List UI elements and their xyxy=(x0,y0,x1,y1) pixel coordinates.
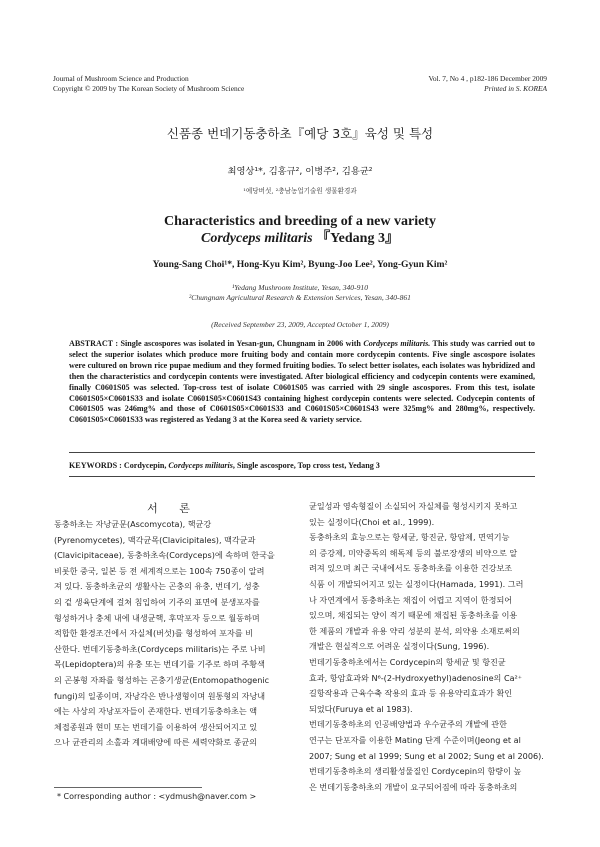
text-line: 은 번데기동충하초의 개발이 요구되어짐에 따라 동충하초의 xyxy=(309,781,518,792)
text-line: 동충하초의 효능으로는 항세균, 항진균, 항암제, 면역기능 xyxy=(309,532,510,543)
english-affiliations xyxy=(0,283,600,303)
text-line: (Pyrenomycetes), 맥각균목(Clavicipitales), 맥각균과 xyxy=(54,534,256,545)
copyright: Copyright © 2009 by The Korean Society of Mushroom Science xyxy=(53,84,245,93)
english-authors: Young-Sang Choi¹*, Hong-Kyu Kim², Byung-Joo Lee², Yong-Gyun Kim² xyxy=(152,259,448,270)
text-line: 목(Lepidoptera)의 유충 또는 번데기를 기주로 하며 주황색 xyxy=(54,659,265,670)
abstract xyxy=(69,339,535,426)
left-column xyxy=(54,517,292,751)
text-line: 의 증강제, 미약중독의 해독제 등의 불로장생의 비약으로 알 xyxy=(309,547,518,558)
keywords-bottom-rule xyxy=(69,476,535,477)
text-line: 나 자연계에서 동충하초는 채집이 어렵고 지역이 한정되어 xyxy=(309,594,513,605)
text-line: 길항작용과 근육수축 작용의 효과 등 유용약리효과가 확인 xyxy=(309,688,513,699)
keywords xyxy=(69,461,380,470)
text-line: (Clavicipitaceae), 동충하초속(Cordyceps)에 속하며 한국을 xyxy=(54,550,275,561)
text-line: 져 있다. 동충하초균의 생활사는 곤충의 유충, 번데기, 성충 xyxy=(54,581,260,592)
abstract-body: This study was carried out to select the superior isolates which produce more fruiting body and contain more cordycepin contents. Five single ascospore isolates were cultured on brown rice pupae medium and they formed fruiting bodies. To select better isolates, each isolates was hybridized and then the characteristics and cordycepin contents were investigated. After biological efficiency and codycepin contents were examined, finally C0601S05 was selected. Top-cross test of isolate C0601S05 was carried with 29 single ascospores. From this test, isolate C0601S05×C0601S33 and isolate C0601S05×C0601S43 containing highest cordycepin contents were selected. Codycepin contents of C0601S05 was 246mg% and those of C0601S05×C0601S33 and C0601S05×C0601S43 were 325mg% and 280mg%, respectively. C0601S05×C0601S33 was registered as Yedang 3 at the Korea seed & variety service. xyxy=(69,339,535,425)
korean-authors: 최영상¹*, 김홍규², 이병주², 김용균² xyxy=(227,166,373,177)
text-line: 2007; Sung et al 1999; Sung et al 2002; Sung et al 2006). xyxy=(309,750,544,761)
affiliation-2: ²Chungnam Agricultural Research & Extension Services, Yesan, 340-861 xyxy=(189,293,411,302)
affiliation-1: ¹Yedang Mushroom Institute, Yesan, 340-910 xyxy=(231,283,369,292)
text-line: 형성하거나 충체 내에 내생균핵, 후막포자 등으로 월동하며 xyxy=(54,612,260,623)
text-line: 균일성과 영속형질이 소실되어 자실체를 형성시키지 못하고 xyxy=(309,501,518,511)
text-line: 동충하초는 자낭균문(Ascomycota), 핵균강 xyxy=(54,519,212,529)
text-line: 체접종원과 현미 또는 번데기를 이용하여 생산되어지고 있 xyxy=(54,721,258,732)
text-line: 있는 실정이다(Choi et al., 1999). xyxy=(309,516,435,527)
abstract-lead: ABSTRACT : Single ascospores was isolated in Yesan-gun, Chungnam in 2006 with xyxy=(69,339,364,348)
text-line: 식품 이 개발되어지고 있는 실정이다(Hamada, 1991). 그러 xyxy=(309,578,524,589)
english-title xyxy=(0,213,600,247)
text-line: 되었다(Furuya et al 1983). xyxy=(309,703,413,714)
journal-header xyxy=(53,74,244,94)
keywords-lead: KEYWORDS : Cordycepin, xyxy=(69,461,169,470)
text-line: 한 제품의 개발과 유용 약리 성분의 분석, 의약용 소재로써의 xyxy=(309,625,520,636)
section-title-introduction: 서 론 xyxy=(147,502,199,515)
korean-affiliations: ¹예당버섯, ²충남농업기술원 생물환경과 xyxy=(243,187,357,195)
text-line: 번데기동충하초의 인공배양법과 우수균주의 개발에 관한 xyxy=(309,719,507,730)
variety-name: 『Yedang 3』 xyxy=(316,231,399,246)
text-line: 있으며, 채집되는 양이 적기 때문에 채집된 동충하초를 이용 xyxy=(309,610,518,621)
footnote-rule xyxy=(54,787,202,788)
text-line: 비롯한 중국, 일본 등 전 세계적으로는 100속 750종이 알려 xyxy=(54,565,265,576)
keywords-top-rule xyxy=(69,452,535,453)
text-line: 연구는 단포자를 이용한 Mating 단계 수준이며(Jeong et al xyxy=(309,734,521,745)
received-dates: (Received September 23, 2009, Accepted October 1, 2009) xyxy=(211,320,389,329)
keywords-rest: , Single ascospore, Top cross test, Yedang 3 xyxy=(232,461,380,470)
text-line: 의 곤봉형 자좌를 형성하는 곤충기생균(Entomopathogenic xyxy=(54,674,270,685)
text-line: 개발은 현실적으로 어려운 실정이다(Sung, 1996). xyxy=(309,641,490,652)
text-line: 번데기동충하초의 생리활성물질인 Cordycepin의 함량이 높 xyxy=(309,766,522,777)
journal-name: Journal of Mushroom Science and Production xyxy=(53,74,189,83)
text-line: 의 겉 생육단계에 걸쳐 침입하여 기주의 표면에 분생포자를 xyxy=(54,596,260,607)
text-line: 으나 균관리의 소홀과 계대배양에 따른 세력약화로 종균의 xyxy=(54,737,258,748)
text-line: 번데기동충하초에서는 Cordycepin의 항세균 및 항진균 xyxy=(309,656,506,667)
issue-header xyxy=(428,74,547,94)
text-line: 려져 있으며 최근 국내에서도 동충하초를 이용한 건강보조 xyxy=(309,563,513,574)
corresponding-author-footnote: * Corresponding author : <ydmush@naver.com > xyxy=(57,792,257,801)
text-line: 에는 사상의 자낭포자들이 존재한다. 번데기동충하초는 액 xyxy=(54,706,258,717)
keywords-species: Cordyceps militaris xyxy=(168,461,233,470)
english-title-line1: Characteristics and breeding of a new variety xyxy=(164,214,436,229)
right-column xyxy=(309,499,547,795)
text-line: 산한다. 번데기동충하초(Cordyceps militaris)는 주로 나비 xyxy=(54,643,266,654)
text-line: 효과, 항암효과와 N⁶-(2-Hydroxyethyl)adenosine의 Ca²⁺ xyxy=(309,672,523,683)
printed-in: Printed in S. KOREA xyxy=(484,84,547,93)
english-title-line2 xyxy=(0,230,600,247)
species-name: Cordyceps militaris xyxy=(201,231,313,246)
volume-info: Vol. 7, No 4 , p182-186 December 2009 xyxy=(428,74,547,83)
korean-title: 신품종 번데기동충하초『예당 3호』육성 및 특성 xyxy=(166,126,434,141)
abstract-species: Cordyceps militaris. xyxy=(363,339,431,348)
text-line: fungi)의 일종이며, 자낭각은 반나생형이며 원통형의 자낭내 xyxy=(54,690,266,701)
text-line: 적합한 환경조건에서 자실체(버섯)를 형성하여 포자를 비 xyxy=(54,628,254,639)
